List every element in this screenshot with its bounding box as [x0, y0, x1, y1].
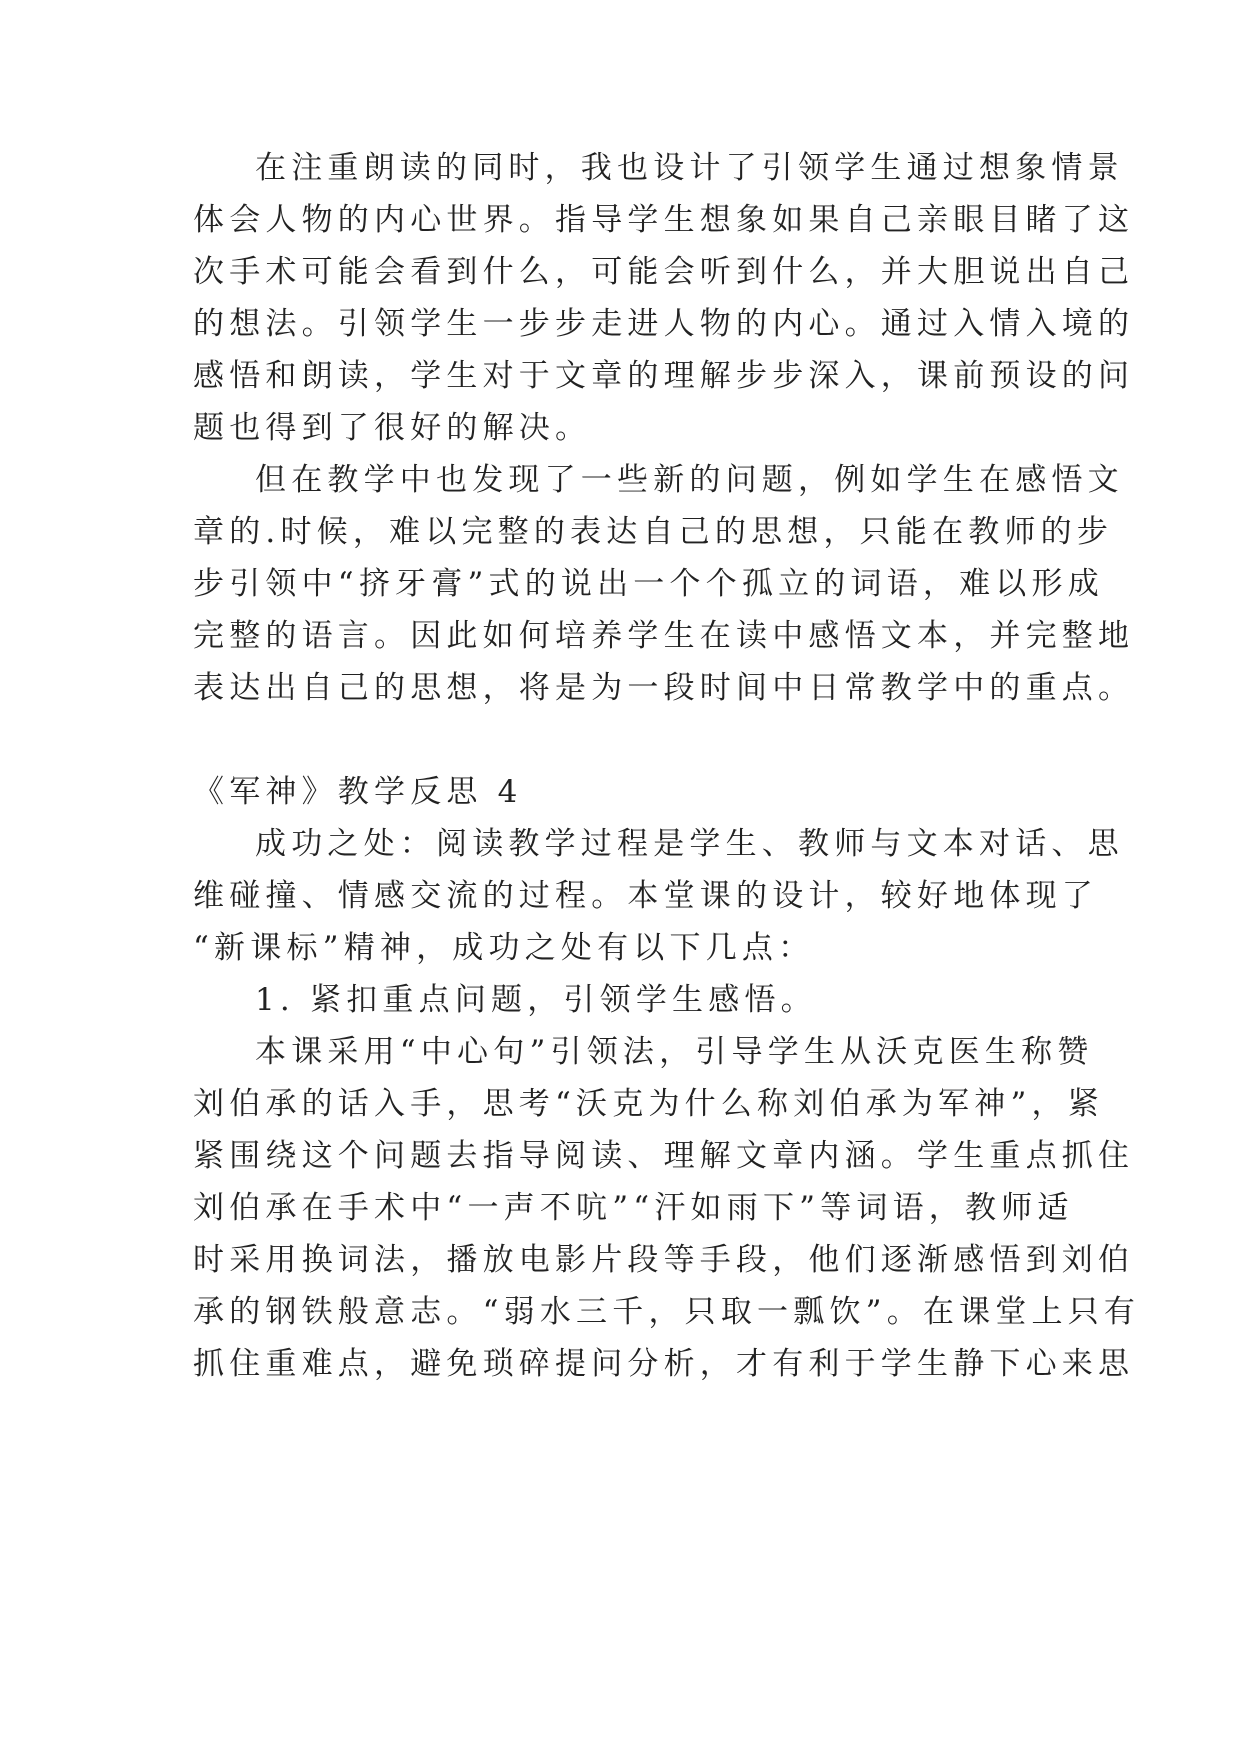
paragraph-2-line-1: 但在教学中也发现了一些新的问题，例如学生在感悟文: [255, 462, 1124, 498]
paragraph-4-line-5: 时采用换词法，播放电影片段等手段，他们逐渐感悟到刘伯: [193, 1242, 1135, 1278]
list-item-1: 1. 紧扣重点问题，引领学生感悟。: [255, 982, 817, 1018]
paragraph-1-line-5: 感悟和朗读，学生对于文章的理解步步深入，课前预设的问: [193, 358, 1135, 394]
paragraph-2-line-5: 表达出自己的思想，将是为一段时间中日常教学中的重点。: [193, 670, 1135, 706]
paragraph-1-line-6: 题也得到了很好的解决。: [193, 410, 592, 446]
paragraph-2-line-4: 完整的语言。因此如何培养学生在读中感悟文本，并完整地: [193, 618, 1135, 654]
paragraph-3-line-2: 维碰撞、情感交流的过程。本堂课的设计，较好地体现了: [193, 878, 1098, 914]
paragraph-4-line-6: 承的钢铁般意志。“弱水三千，只取一瓢饮”。在课堂上只有: [193, 1294, 1141, 1330]
paragraph-2-line-2: 章的.时候，难以完整的表达自己的思想，只能在教师的步: [193, 514, 1114, 550]
paragraph-4-line-3: 紧围绕这个问题去指导阅读、理解文章内涵。学生重点抓住: [193, 1138, 1135, 1174]
paragraph-1-line-4: 的想法。引领学生一步步走进人物的内心。通过入情入境的: [193, 306, 1135, 342]
paragraph-4-line-4: 刘伯承在手术中“一声不吭”“汗如雨下”等词语，教师适: [193, 1190, 1074, 1226]
section-title: 《军神》教学反思 4: [193, 774, 523, 810]
paragraph-4-line-1: 本课采用“中心句”引领法，引导学生从沃克医生称赞: [255, 1034, 1094, 1070]
paragraph-1-line-3: 次手术可能会看到什么，可能会听到什么，并大胆说出自己: [193, 254, 1135, 290]
paragraph-4-line-2: 刘伯承的话入手，思考“沃克为什么称刘伯承为军神”，紧: [193, 1086, 1104, 1122]
paragraph-3-line-3: “新课标”精神，成功之处有以下几点：: [193, 930, 815, 966]
paragraph-3-line-1: 成功之处：阅读教学过程是学生、教师与文本对话、思: [255, 826, 1124, 862]
paragraph-2-line-3: 步引领中“挤牙膏”式的说出一个个孤立的词语，难以形成: [193, 566, 1104, 602]
paragraph-4-line-7: 抓住重难点，避免琐碎提问分析，才有利于学生静下心来思: [193, 1346, 1135, 1382]
paragraph-1-line-2: 体会人物的内心世界。指导学生想象如果自己亲眼目睹了这: [193, 202, 1135, 238]
paragraph-1-line-1: 在注重朗读的同时，我也设计了引领学生通过想象情景: [255, 150, 1124, 186]
